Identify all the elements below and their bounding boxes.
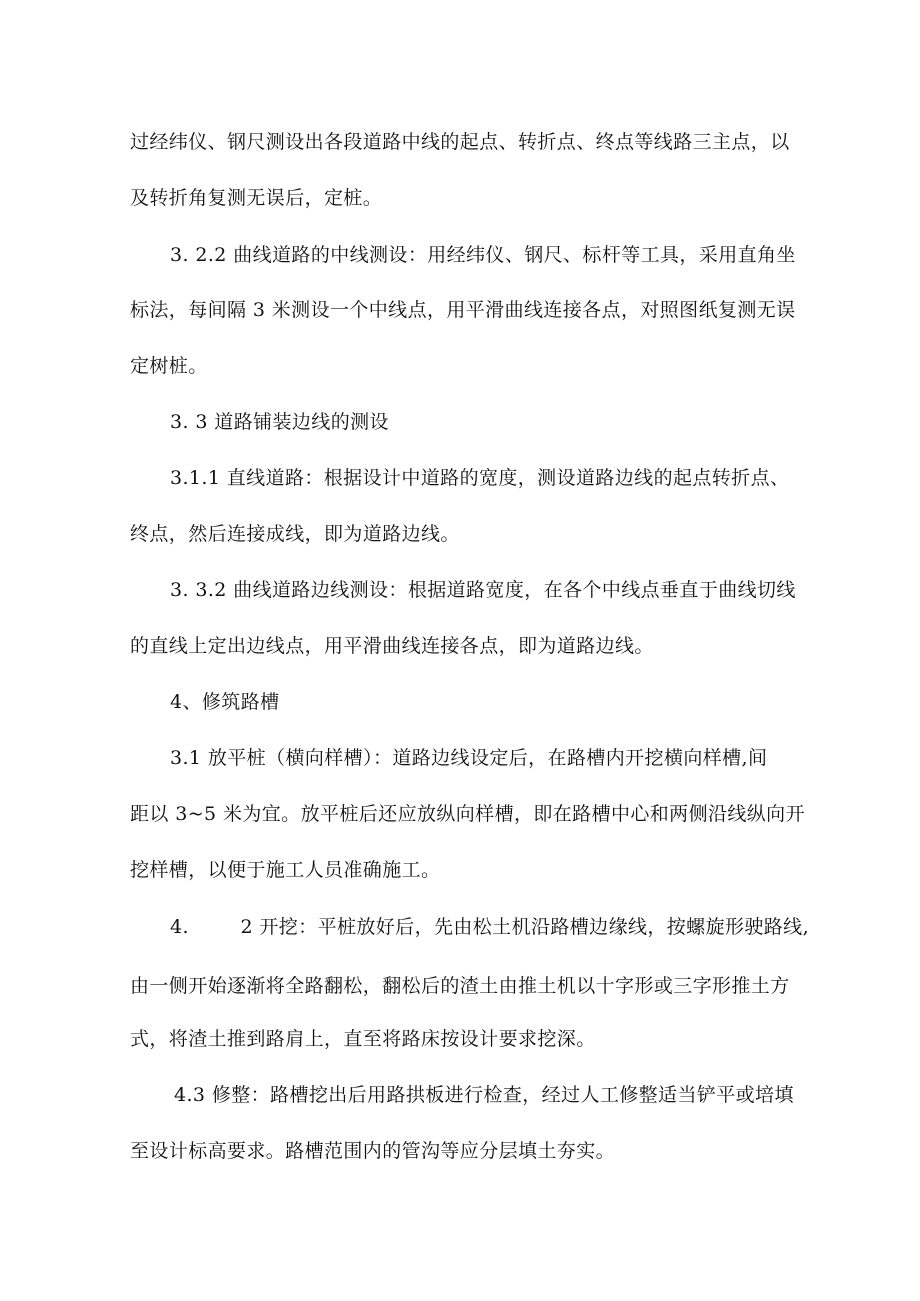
section-heading-4: 4、修筑路槽 — [170, 691, 280, 713]
text-line-19: 至设计标高要求。路槽范围内的管沟等应分层填土夯实。 — [130, 1140, 616, 1162]
text-line-17: 式，将渣土推到路肩上，直至将路床按设计要求挖深。 — [130, 1028, 596, 1050]
text-line-9: 3. 3.2 曲线道路边线测设：根据道路宽度，在各个中线点垂直于曲线切线 — [170, 579, 796, 601]
text-line-4: 标法，每间隔 3 米测设一个中线点，用平滑曲线连接各点，对照图纸复测无误 — [130, 299, 796, 321]
text-line-7: 3.1.1 直线道路：根据设计中道路的宽度，测设道路边线的起点转折点、 — [170, 467, 790, 489]
text-line-18: 4.3 修整：路槽挖出后用路拱板进行检查，经过人工修整适当铲平或培填 — [174, 1084, 794, 1106]
text-line-2: 及转折角复测无误后，定桩。 — [130, 187, 383, 209]
text-line-12: 3.1 放平桩（横向样槽）：道路边线设定后，在路槽内开挖横向样槽,间 — [170, 747, 768, 769]
text-line-13: 距以 3~5 米为宜。放平桩后还应放纵向样槽，即在路槽中心和两侧沿线纵向开 — [130, 803, 805, 825]
text-line-3: 3. 2.2 曲线道路的中线测设：用经纬仪、钢尺、标杆等工具，采用直角坐 — [170, 244, 796, 266]
text-line-15: 4. 2 开挖：平桩放好后，先由松土机沿路槽边缘线，按螺旋形驶路线, — [170, 916, 810, 938]
text-line-8: 终点，然后连接成线，即为道路边线。 — [130, 523, 460, 545]
section-heading-3-3: 3. 3 道路铺装边线的测设 — [170, 411, 389, 433]
text-line-1: 过经纬仪、钢尺测设出各段道路中线的起点、转折点、终点等线路三主点，以 — [130, 131, 790, 153]
text-line-16: 由一侧开始逐渐将全路翻松，翻松后的渣土由推土机以十字形或三字形推土方 — [130, 975, 790, 997]
text-line-5: 定树桩。 — [130, 355, 208, 377]
text-line-10: 的直线上定出边线点，用平滑曲线连接各点，即为道路边线。 — [130, 635, 654, 657]
text-line-14: 挖样槽，以便于施工人员准确施工。 — [130, 859, 441, 881]
